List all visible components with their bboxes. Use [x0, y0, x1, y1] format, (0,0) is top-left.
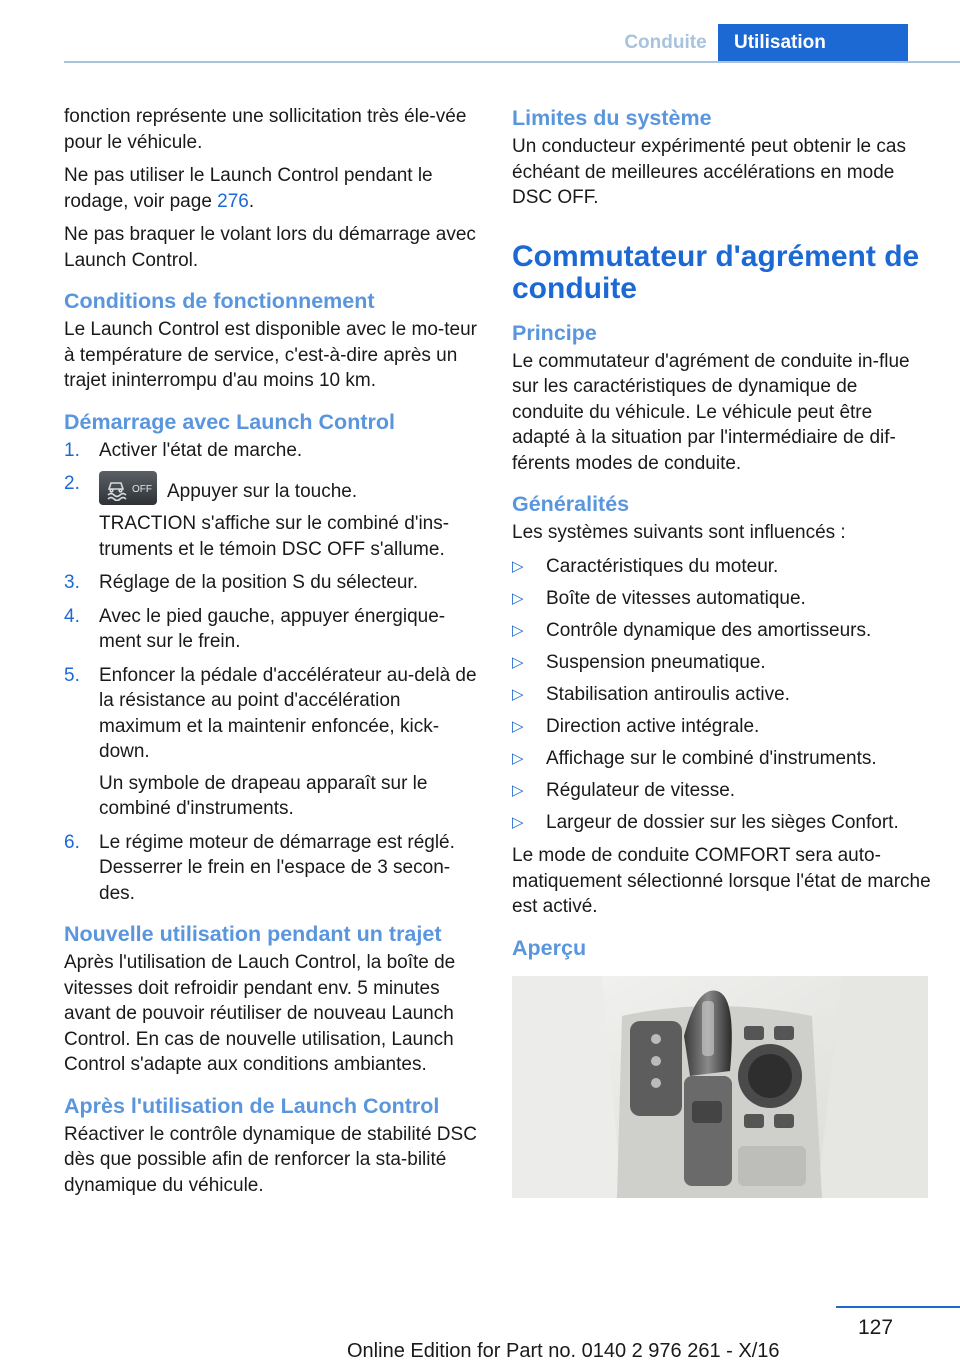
tab-utilisation[interactable]: Utilisation [718, 24, 908, 62]
heading-generalites: Généralités [512, 492, 630, 516]
step-text: Activer l'état de marche. [99, 439, 303, 461]
page-number: 127 [858, 1316, 894, 1339]
step-subtext: TRACTION s'affiche sur le combiné d'ins-truments et le témoin DSC OFF s'allume. [99, 513, 450, 560]
paragraph [64, 163, 482, 214]
step-subtext: Un symbole de drapeau apparaît sur le combiné d'instruments. [99, 772, 428, 819]
bullet-text: Stabilisation antiroulis active. [546, 683, 790, 705]
heading-limites: Limites du système [512, 106, 712, 130]
bullet-triangle-icon: ▷ [512, 557, 524, 575]
heading-apercu: Aperçu [512, 935, 587, 960]
header-tabs [613, 24, 908, 62]
list-item [512, 746, 932, 772]
heading-nouvelle: Nouvelle utilisation pendant un trajet [64, 922, 442, 946]
bullet-triangle-icon: ▷ [512, 717, 524, 735]
bullet-triangle-icon: ▷ [512, 589, 524, 607]
bullet-text: Boîte de vitesses automatique. [546, 587, 806, 609]
paragraph: Après l'utilisation de Lauch Control, la boîte de vitesses doit refroidir pendant env. 5 minutes avant de pouvoir réutiliser de nouveau Launch Control. En cas de nouvelle utilisation, Launch Control s'adapte aux conditions ambiantes. [64, 952, 456, 1075]
paragraph: Ne pas braquer le volant lors du démarrage avec Launch Control. [64, 224, 476, 271]
systems-list [512, 554, 932, 836]
dsc-off-button-label: OFF [132, 484, 152, 495]
heading-principe: Principe [512, 320, 597, 345]
bullet-text: Contrôle dynamique des amortisseurs. [546, 619, 872, 641]
paragraph: Réactiver le contrôle dynamique de stabilité DSC dès que possible afin de renforcer la sta-bilité dynamique du véhicule. [64, 1123, 477, 1196]
paragraph: Le Launch Control est disponible avec le mo-teur à température de service, c'est-à-dire après un trajet ininterrompu d'au moins 10 km. [64, 319, 477, 391]
step-number: 1. [64, 439, 80, 461]
step-text: Appuyer sur la touche. [167, 481, 358, 502]
step-number: 6. [64, 831, 80, 853]
list-item [512, 650, 932, 676]
list-item [64, 570, 482, 596]
bullet-text: Régulateur de vitesse. [546, 779, 736, 801]
paragraph-end: . [248, 190, 255, 212]
list-item [512, 618, 932, 644]
list-item [512, 778, 932, 804]
bullet-triangle-icon: ▷ [512, 781, 524, 799]
left-column [64, 104, 482, 1206]
footer-rule [836, 1306, 960, 1308]
right-column [512, 104, 932, 1198]
tab-conduite[interactable]: Conduite [624, 32, 707, 53]
list-item [512, 682, 932, 708]
header-rule [64, 61, 960, 63]
bullet-text: Caractéristiques du moteur. [546, 555, 779, 577]
list-item [512, 554, 932, 580]
heading-conditions: Conditions de fonctionnement [64, 289, 375, 313]
page-link[interactable]: 276 [217, 190, 249, 212]
center-console-photo [512, 976, 928, 1198]
dsc-off-button-icon [99, 471, 157, 505]
step-text: Réglage de la position S du sélecteur. [99, 572, 418, 593]
edition-footer: Online Edition for Part no. 0140 2 976 261 - X/16 [347, 1340, 780, 1362]
paragraph-text: Ne pas utiliser le Launch Control pendant le rodage, voir page [64, 165, 433, 212]
bullet-triangle-icon: ▷ [512, 813, 524, 831]
paragraph: Le commutateur d'agrément de conduite in-flue sur les caractéristiques de dynamique de conduite du véhicule. Le véhicule peut être adapté à la situation par l'intermédiaire de dif-férents modes de conduite. [512, 350, 910, 474]
paragraph: Un conducteur expérimenté peut obtenir le cas échéant de meilleures accélérations en mode DSC OFF. [512, 136, 906, 208]
list-item [64, 471, 482, 562]
paragraph: Le mode de conduite COMFORT sera auto-matiquement sélectionné lorsque l'état de marche est activé. [512, 845, 931, 917]
step-number: 2. [64, 473, 80, 494]
step-text: Avec le pied gauche, appuyer énergique-ment sur le frein. [99, 605, 446, 652]
bullet-triangle-icon: ▷ [512, 653, 524, 671]
bullet-text: Direction active intégrale. [546, 715, 760, 737]
paragraph: fonction représente une sollicitation très éle-vée pour le véhicule. [64, 106, 467, 153]
list-item [64, 604, 482, 655]
step-number: 5. [64, 664, 80, 686]
paragraph: Les systèmes suivants sont influencés : [512, 522, 846, 543]
list-item [512, 586, 932, 612]
step-number: 4. [64, 605, 80, 627]
bullet-triangle-icon: ▷ [512, 621, 524, 639]
bullet-text: Largeur de dossier sur les sièges Confort. [546, 811, 899, 833]
list-item [512, 810, 932, 836]
list-item [64, 663, 482, 822]
bullet-text: Suspension pneumatique. [546, 651, 766, 673]
heading-demarrage: Démarrage avec Launch Control [64, 409, 395, 434]
step-number: 3. [64, 572, 80, 593]
heading-apres: Après l'utilisation de Launch Control [64, 1093, 440, 1118]
bullet-triangle-icon: ▷ [512, 749, 524, 767]
list-item [64, 438, 482, 464]
list-item [64, 830, 482, 907]
step-text: Enfoncer la pédale d'accélérateur au-delà de la résistance au point d'accélération maximum et la maintenir enfoncée, kick-down. [99, 664, 477, 762]
list-item [512, 714, 932, 740]
steps-list [64, 438, 482, 907]
heading-commutateur: Commutateur d'agrément de conduite [512, 239, 920, 305]
step-text: Le régime moteur de démarrage est réglé. Desserrer le frein en l'espace de 3 secon-des. [99, 831, 455, 904]
bullet-text: Affichage sur le combiné d'instruments. [546, 747, 877, 769]
bullet-triangle-icon: ▷ [512, 685, 524, 703]
